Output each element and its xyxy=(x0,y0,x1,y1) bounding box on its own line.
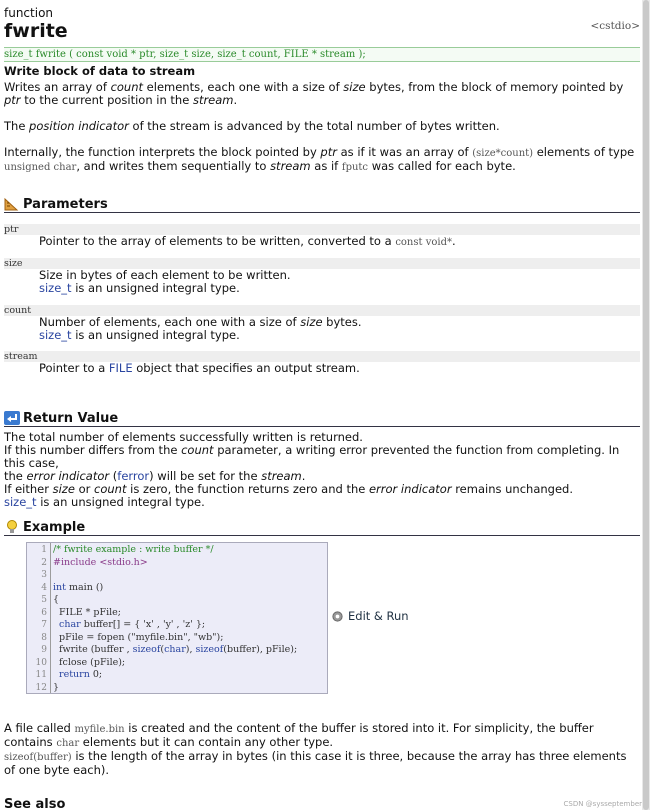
ferror-link[interactable]: ferror xyxy=(117,469,150,483)
param-desc-stream: Pointer to a FILE object that specifies an output stream. xyxy=(39,361,360,375)
page-title: fwrite xyxy=(4,20,68,42)
example-heading: Example xyxy=(4,519,640,536)
size_t-link[interactable]: size_t xyxy=(4,495,37,509)
example-explanation: A file called myfile.bin is created and the content of the buffer is stored into it. For simplicity, the buffer contains char elements but it can contain any other type. sizeof(buffer) is the length of the array in bytes (in this case it is three, because the array has three elements of one byte each). xyxy=(4,721,627,777)
return-value-heading: Return Value xyxy=(4,410,640,427)
param-desc-ptr: Pointer to the array of elements to be written, converted to a const void*. xyxy=(39,234,456,248)
watermark: CSDN @sysseptember xyxy=(563,800,642,808)
entity-kind: function xyxy=(4,6,54,20)
code-source: /* fwrite example : write buffer */ #include <stdio.h> int main () { FILE * pFile; char buffer[] = { 'x' , 'y' , 'z' }; pFile = fopen ("myfile.bin", "wb"); fwrite (buffer , sizeof(char), sizeof(buffer), pFile); fclose (pFile); return 0; } xyxy=(53,544,298,693)
line-numbers: 1 2 3 4 5 6 7 8 9 10 11 12 xyxy=(35,545,47,693)
size_t-link[interactable]: size_t xyxy=(39,281,72,295)
return-arrow-icon xyxy=(4,411,20,425)
lightbulb-icon xyxy=(4,520,20,534)
description-paragraph-3: Internally, the function interprets the block pointed by ptr as if it was an array of (size*count) elements of type unsigned char, and writes them sequentially to stream as if fputc was called for each byte. xyxy=(4,145,635,173)
param-name-ptr: ptr xyxy=(4,224,640,235)
param-desc-size: Size in bytes of each element to be written. size_t is an unsigned integral type. xyxy=(39,268,291,295)
file-link[interactable]: FILE xyxy=(108,361,133,375)
ruler-icon xyxy=(4,197,20,211)
param-name-size: size xyxy=(4,258,640,269)
function-prototype: size_t fwrite ( const void * ptr, size_t size, size_t count, FILE * stream ); xyxy=(4,47,640,62)
see-also-heading: See also xyxy=(4,796,66,812)
parameters-heading: Parameters xyxy=(4,196,640,213)
param-name-stream: stream xyxy=(4,351,640,362)
short-description: Write block of data to stream xyxy=(4,64,196,78)
description-paragraph-2: The position indicator of the stream is advanced by the total number of bytes written. xyxy=(4,119,500,133)
param-desc-count: Number of elements, each one with a size of size bytes. size_t is an unsigned integral type. xyxy=(39,315,362,342)
edit-run-button[interactable]: Edit & Run xyxy=(331,609,409,623)
code-example xyxy=(26,542,328,694)
description-paragraph-1: Writes an array of count elements, each one with a size of size bytes, from the block of memory pointed by ptr to the current position in the stream. xyxy=(4,80,624,107)
header-tag[interactable]: <cstdio> xyxy=(590,20,640,32)
size_t-link[interactable]: size_t xyxy=(39,328,72,342)
gear-icon xyxy=(331,610,344,623)
fputc-link[interactable]: fputc xyxy=(341,162,369,173)
param-name-count: count xyxy=(4,305,640,316)
vertical-scrollbar[interactable] xyxy=(642,0,650,810)
return-value-text: The total number of elements successfully written is returned. If this number differs from the count parameter, a writing error prevented the function from completing. In this case, the error indicator (ferror) will be set for the stream. If either size or count is zero, the function returns zero and the error indicator remains unchanged. size_t is an unsigned integral type. xyxy=(4,430,620,509)
